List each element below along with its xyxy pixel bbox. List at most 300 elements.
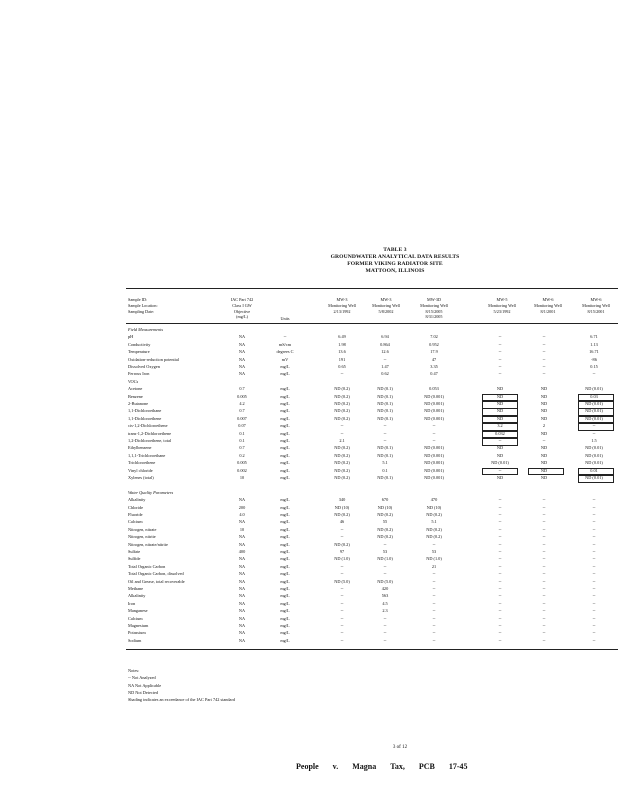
result-cell: 21 [431, 563, 437, 569]
result-cell: -- [340, 637, 344, 643]
result-cell: ND [540, 460, 548, 466]
result-cell: 1.47 [381, 364, 389, 369]
parameter-name: Acetone [128, 386, 143, 392]
result-cell: 0.053 [429, 386, 439, 392]
header-column-line: MW-6 [542, 297, 554, 302]
header-column-line: MW-3 [380, 297, 392, 302]
result-cell: -- [542, 541, 546, 547]
table-row [0, 401, 618, 408]
unit-value: mg/L [280, 637, 290, 643]
standard-value: NA [238, 541, 246, 547]
standard-value: NA [238, 608, 246, 614]
result-cell: -- [498, 563, 502, 569]
table-row [0, 497, 618, 504]
result-cell: ND [496, 393, 504, 399]
result-cell: -- [592, 630, 596, 636]
header-column-line: 5/8/2002 [378, 308, 394, 314]
result-cell: ND (1.0) [334, 556, 350, 562]
result-cell: ND (0.2) [426, 512, 442, 517]
result-cell: ND (1.0) [377, 556, 393, 562]
result-cell: -- [498, 630, 502, 636]
result-cell: -- [542, 586, 546, 591]
result-cell: -86 [591, 356, 597, 362]
result-cell: -- [498, 637, 502, 643]
exceedance-cell-outline [528, 468, 564, 476]
footer-word: Tax, [390, 762, 405, 771]
standard-value: NA [238, 600, 246, 606]
standard-value: NA [238, 534, 246, 540]
result-cell: -- [498, 371, 502, 377]
standard-value: NA [238, 349, 246, 355]
result-cell: ND (0.1) [377, 408, 393, 414]
result-cell: -- [432, 430, 436, 436]
result-cell: -- [542, 608, 546, 614]
result-cell: -- [340, 600, 344, 606]
result-cell: ND [540, 415, 548, 421]
result-cell: ND [496, 415, 504, 421]
result-cell: ND (0.001) [424, 408, 444, 414]
header-column-line: Monitoring Well [420, 302, 448, 308]
parameter-name: Vinyl chloride [128, 467, 153, 473]
result-cell: 563 [381, 593, 389, 599]
result-cell: 47 [431, 356, 437, 362]
result-cell: -- [542, 504, 546, 510]
result-cell: -- [432, 600, 436, 606]
result-cell: -- [592, 430, 596, 436]
result-cell: 2.1 [339, 438, 345, 443]
table-row [0, 564, 618, 571]
parameter-name: Alkalinity [128, 497, 146, 503]
parameter-name: Nitrogen, nitrate [128, 526, 157, 532]
table-row [0, 549, 618, 556]
table-row [0, 364, 618, 371]
standard-value: NA [238, 356, 246, 362]
result-cell: -- [432, 571, 436, 577]
result-cell: -- [383, 356, 387, 362]
result-cell: ND (0.01) [585, 415, 603, 421]
result-cell: ND [540, 430, 548, 436]
footer-word: v. [332, 762, 339, 771]
result-cell: -- [498, 467, 502, 473]
parameter-name: 2-Butanone [128, 401, 149, 406]
standard-value: 400 [238, 549, 246, 554]
parameter-name: Alkalinity [128, 593, 146, 599]
result-cell: -- [498, 593, 502, 599]
table-row [0, 505, 618, 512]
unit-value: mg/L [280, 364, 290, 369]
result-cell: ND (0.2) [334, 415, 350, 421]
result-cell: -- [542, 371, 546, 377]
standard-value: 0.07 [238, 423, 246, 429]
page-number: 3 of 12 [392, 745, 408, 750]
header-column-line: Monitoring Well [328, 302, 356, 308]
result-cell: -- [498, 526, 502, 532]
result-cell: -- [498, 438, 502, 443]
table-row [0, 408, 618, 415]
result-cell: ND (0.1) [377, 445, 393, 451]
result-cell: -- [498, 586, 502, 591]
result-cell: -- [592, 526, 596, 532]
table-row [0, 334, 618, 341]
standard-value: NA [238, 630, 246, 636]
header-column-1 [318, 297, 366, 314]
result-cell: -- [340, 423, 344, 429]
table-row [0, 579, 618, 586]
unit-value: mg/L [280, 519, 290, 525]
result-cell: -- [592, 571, 596, 577]
result-cell: -- [542, 438, 546, 443]
standard-value: 0.007 [237, 415, 247, 421]
result-cell: ND [496, 408, 504, 414]
result-cell: ND [540, 475, 548, 480]
unit-value: mg/L [280, 563, 290, 569]
header-column-6 [572, 297, 618, 314]
result-cell: ND (5.0) [334, 578, 350, 584]
result-cell: -- [498, 556, 502, 562]
unit-value: mg/L [280, 467, 290, 473]
standard-value: NA [238, 371, 246, 377]
result-cell: -- [542, 623, 546, 628]
result-cell: ND (0.2) [377, 512, 393, 517]
result-cell: 2 [542, 423, 546, 429]
result-cell: -- [542, 512, 546, 517]
result-cell: 16.71 [589, 349, 599, 355]
parameter-name: Chloride [128, 504, 144, 510]
result-cell: -- [498, 600, 502, 606]
result-cell: -- [432, 615, 436, 621]
standard-value: NA [238, 578, 246, 584]
unit-value: mS/cm [278, 341, 292, 347]
result-cell: -- [383, 423, 387, 429]
footer-word: 17-45 [448, 762, 468, 771]
header-column-line: 8/15/2005 [425, 308, 443, 314]
section-label: VOCs [128, 378, 139, 384]
table-row [0, 394, 618, 401]
unit-value: mg/L [280, 623, 290, 628]
result-cell: -- [383, 430, 387, 436]
standard-value: NA [238, 334, 246, 340]
result-cell: ND (0.2) [377, 526, 393, 532]
unit-value: mg/L [280, 430, 290, 436]
unit-value: mg/L [280, 571, 290, 577]
standard-value: NA [238, 519, 246, 525]
result-cell: -- [340, 526, 344, 532]
unit-value: mg/L [280, 504, 290, 510]
header-column-line: Monitoring Well [372, 302, 400, 308]
parameter-name: Potassium [128, 630, 146, 636]
table-row [0, 349, 618, 356]
parameter-name: 1,1-Dichloroethene [128, 415, 162, 421]
unit-value: mg/L [280, 371, 290, 377]
result-cell: -- [592, 623, 596, 628]
result-cell: ND (0.01) [585, 401, 603, 406]
result-cell: ND (5.0) [377, 578, 393, 584]
table-top-rule [126, 288, 618, 289]
result-cell: 670 [381, 497, 389, 503]
site-name: FORMER VIKING RADIATOR SITE [347, 261, 443, 267]
result-cell: ND [540, 393, 548, 399]
result-cell: -- [383, 541, 387, 547]
exceedance-cell-outline [482, 438, 518, 446]
standard-value: NA [238, 556, 246, 562]
unit-value: mg/L [280, 541, 290, 547]
result-cell: ND (0.2) [334, 408, 350, 414]
table-row [0, 453, 618, 460]
result-cell: -- [383, 630, 387, 636]
standard-value: 0.005 [237, 460, 247, 466]
result-cell: 53 [431, 549, 437, 554]
result-cell: -- [432, 586, 436, 591]
header-column-line: 8/15/2001 [587, 308, 605, 314]
parameter-name: Sulfate [128, 549, 141, 554]
result-cell: -- [498, 534, 502, 540]
result-cell: ND [496, 475, 504, 480]
result-cell: ND (0.2) [334, 541, 350, 547]
note-shading: Shading indicates an exceedance of the IAC Part 742 standard [128, 697, 236, 703]
note-not-detected: ND Not Detected [128, 689, 159, 695]
result-cell: -- [498, 497, 502, 503]
result-cell: -- [592, 637, 596, 643]
result-cell: ND (0.2) [334, 460, 350, 466]
result-cell: ND (0.1) [377, 415, 393, 421]
unit-value: mg/L [280, 408, 290, 414]
parameter-name: Ethylbenzene [128, 445, 152, 451]
result-cell: ND [496, 386, 504, 392]
table-row [0, 423, 618, 430]
result-cell: ND (0.1) [377, 452, 393, 458]
standard-value: NA [238, 593, 246, 599]
parameter-name: Nitrogen, nitrate/nitrite [128, 541, 168, 547]
result-cell: -- [340, 608, 344, 614]
result-cell: ND [540, 401, 548, 406]
parameter-name: Trichloroethene [128, 460, 156, 466]
table-row [0, 482, 618, 489]
result-cell: -- [592, 371, 596, 377]
unit-value: -- [283, 334, 287, 340]
result-cell: ND (10) [334, 504, 350, 510]
header-row-labels [128, 297, 158, 314]
section-header-row [0, 327, 618, 334]
result-cell: ND (0.2) [334, 467, 350, 473]
result-cell: -- [432, 578, 436, 584]
result-cell: -- [498, 341, 502, 347]
result-cell: -- [592, 563, 596, 569]
header-column-line: 8/31/2005 [425, 314, 443, 320]
table-row [0, 438, 618, 445]
result-cell: -- [340, 563, 344, 569]
unit-value: mg/L [280, 401, 290, 406]
result-cell: ND (0.2) [334, 393, 350, 399]
standard-value: NA [238, 364, 246, 369]
result-cell: 0.03 [590, 393, 598, 399]
notes-block [128, 667, 235, 703]
header-sampling-date-label: Sampling Date: [128, 308, 155, 314]
exceedance-cell-outline [578, 475, 614, 483]
result-cell: 5.1 [431, 519, 437, 525]
note-not-applicable: NA Not Applicable [128, 682, 162, 688]
table-row [0, 601, 618, 608]
result-cell: 5.1 [382, 460, 388, 466]
result-cell: 420 [381, 586, 389, 591]
footer-case-caption [296, 762, 482, 771]
result-cell: -- [592, 578, 596, 584]
result-cell: -- [432, 637, 436, 643]
standard-value: 0.2 [239, 452, 245, 458]
parameter-name: Total Organic Carbon [128, 563, 166, 569]
standard-value: 200 [238, 504, 246, 510]
result-cell: 6.49 [338, 334, 346, 340]
header-units: Units [280, 316, 290, 321]
result-cell: -- [542, 615, 546, 621]
result-cell: -- [498, 512, 502, 517]
parameter-name: Nitrogen, nitrite [128, 534, 156, 540]
parameter-name: cis-1,2-Dichloroethene [128, 423, 168, 429]
unit-value: mg/L [280, 386, 290, 392]
table-row [0, 475, 618, 482]
parameter-name: trans-1,2-Dichloroethene [128, 430, 172, 436]
header-column-line: 2/13/1992 [333, 308, 351, 314]
parameter-name: Fluoride [128, 512, 143, 517]
result-cell: -- [542, 341, 546, 347]
header-column-line: 8/1/2001 [540, 308, 556, 314]
result-cell: -- [383, 637, 387, 643]
parameter-name: Dissolved Oxygen [128, 364, 160, 369]
result-cell: -- [592, 608, 596, 614]
result-cell: 191 [338, 356, 346, 362]
result-cell: -- [432, 608, 436, 614]
header-sample-id-label: Sample ID: [128, 297, 148, 302]
result-cell: -- [592, 593, 596, 599]
header-column-5 [524, 297, 572, 314]
table-row [0, 468, 618, 475]
result-cell: -- [498, 504, 502, 510]
result-cell: -- [498, 541, 502, 547]
result-cell: 3.35 [430, 364, 438, 369]
result-cell: 13.6 [338, 349, 346, 355]
site-location: MATTOON, ILLINOIS [365, 268, 425, 274]
header-column-line: Monitoring Well [488, 302, 516, 308]
table-row [0, 638, 618, 645]
result-cell: 0.65 [338, 364, 346, 369]
table-row [0, 357, 618, 364]
result-cell: ND (0.2) [334, 445, 350, 451]
result-cell: -- [542, 637, 546, 643]
table-row [0, 608, 618, 615]
result-cell: ND [540, 467, 548, 473]
result-cell: -- [542, 563, 546, 569]
section-header-row [0, 490, 618, 497]
standard-value: NA [238, 623, 246, 628]
result-cell: ND [496, 452, 504, 458]
result-cell: 0.62 [381, 371, 389, 377]
result-cell: -- [498, 356, 502, 362]
result-cell: -- [542, 519, 546, 525]
result-cell: -- [542, 534, 546, 540]
note-not-analyzed: -- Not Analyzed [128, 675, 156, 681]
header-column-line: MW-3 [336, 297, 348, 302]
table-row [0, 371, 618, 378]
parameter-name: Oil and Grease, total recoverable [128, 578, 185, 584]
result-cell: -- [592, 586, 596, 591]
unit-value: mg/L [280, 475, 290, 480]
header-standard-line: (mg/L) [236, 314, 248, 320]
standard-value: NA [238, 497, 246, 503]
result-cell: 97 [339, 549, 345, 554]
result-cell: 340 [338, 497, 346, 503]
table-row [0, 512, 618, 519]
table-row [0, 593, 618, 600]
result-cell: -- [340, 593, 344, 599]
unit-value: mg/L [280, 600, 290, 606]
unit-value: mg/L [280, 615, 290, 621]
standard-value: 0.1 [239, 430, 245, 436]
unit-value: mg/L [280, 608, 290, 614]
result-cell: -- [542, 497, 546, 503]
result-cell: -- [432, 438, 436, 443]
header-column-line: Monitoring Well [582, 302, 610, 308]
table-bottom-rule [126, 649, 618, 650]
result-cell: 17.9 [430, 349, 438, 355]
result-cell: 6.94 [381, 334, 389, 340]
result-cell: ND (0.001) [424, 401, 444, 406]
standard-value: 4.2 [239, 401, 245, 406]
unit-value: mg/L [280, 393, 290, 399]
table-row [0, 431, 618, 438]
result-cell: -- [498, 578, 502, 584]
result-cell: -- [432, 541, 436, 547]
result-cell: -- [383, 571, 387, 577]
result-cell: -- [542, 571, 546, 577]
result-cell: -- [498, 623, 502, 628]
result-cell: -- [340, 534, 344, 540]
table-row [0, 616, 618, 623]
header-column-3 [410, 297, 458, 320]
section-label: Water Quality Parameters [128, 489, 174, 495]
table-row [0, 586, 618, 593]
result-cell: -- [498, 571, 502, 577]
result-cell: -- [383, 563, 387, 569]
unit-value: mg/L [280, 423, 290, 429]
result-cell: -- [340, 630, 344, 636]
notes-heading: Notes: [128, 668, 140, 673]
parameter-name: Sodium [128, 637, 142, 643]
result-cell: ND (0.01) [585, 408, 603, 414]
result-cell: -- [592, 497, 596, 503]
parameter-name: Total Organic Carbon, dissolved [128, 571, 184, 577]
result-cell: ND [496, 445, 504, 451]
result-cell: 0.864 [380, 341, 390, 347]
unit-value: mg/L [280, 415, 290, 421]
header-standard-line: IAC Part 742 [230, 297, 254, 302]
header-column-line: Monitoring Well [534, 302, 562, 308]
parameter-name: 1,1-Dichloroethane [128, 408, 162, 414]
result-cell: ND [540, 386, 548, 392]
header-column-4 [478, 297, 526, 314]
result-cell: -- [542, 334, 546, 340]
unit-value: mg/L [280, 460, 290, 466]
standard-value: 0.7 [239, 408, 245, 414]
result-cell: -- [498, 349, 502, 355]
result-cell: ND (0.1) [377, 386, 393, 392]
result-cell: ND (0.01) [585, 475, 603, 480]
result-cell: 7.02 [430, 334, 438, 340]
standard-value: 10 [239, 526, 245, 532]
result-cell: ND (0.001) [424, 452, 444, 458]
unit-value: mg/L [280, 526, 290, 532]
result-cell: ND (0.01) [585, 452, 603, 458]
parameter-name: Sulfide [128, 556, 141, 562]
result-cell: -- [383, 615, 387, 621]
